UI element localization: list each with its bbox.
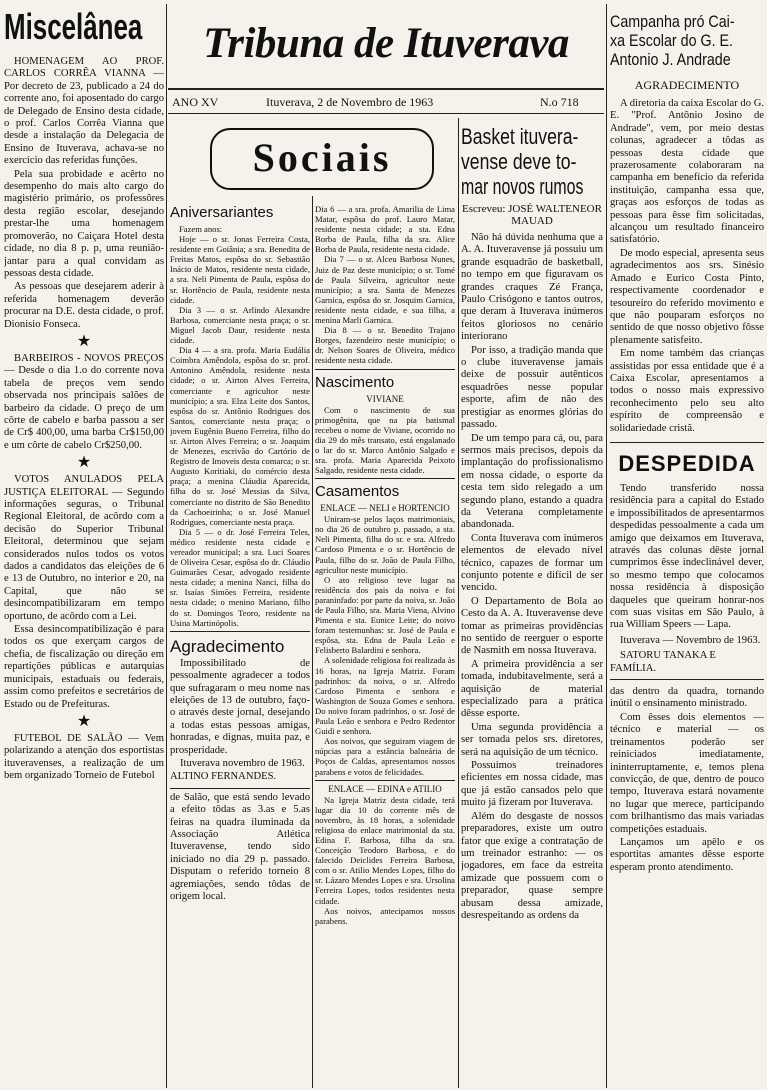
basket-title-line3: mar novos rumos — [461, 174, 584, 199]
miscelanea-homenagem-adesao: As pessoas que desejarem aderir à referida homenagem deverão procurar na D.E. desta cidade, o prof. Dionisio Fonseca. — [4, 281, 164, 330]
section-rule — [170, 788, 310, 789]
campanha-column — [610, 12, 764, 1088]
basket-p4: Conta Ituverava com inúmeros elementos de elevado nível técnico, capazes de formar um conjunto potente e difícil de ser vencido. — [461, 532, 603, 594]
casamento-edina-votos: Aos noivos, antecipamos nossos parabens. — [315, 905, 455, 926]
basket-byline: Escreveu: JOSÉ WALTENEOR MAUAD — [462, 203, 602, 227]
section-rule — [170, 631, 310, 632]
campanha-p1: A diretoria da caixa Escolar do G. E. "Prof. Antônio Josino de Andrade", vem, por meio destas colunas, agradecer a tôdas as pessoas desta cidade que prazerosamente colaboraram na campanha em benefício da referida instituição, campanha essa que, graças aos esforços de todas as pessoas para êsse fim solicitadas, alcançou um resultado financeiro satisfatório. — [610, 98, 764, 246]
agradecimento-date: Ituverava novembro de 1963. — [180, 758, 305, 769]
masthead-edition: ANO XV — [172, 95, 219, 109]
basket-p3: De um tempo para cá, ou, para sermos mais precisos, depois da implantação do profissionalismo em nossa cidade, o esporte da cesta tem sido relegado a um segundo plano, estando a quadra da Veterana completamente abandonada. — [461, 432, 603, 531]
campanha-title-line3: Antonio J. Andrade — [610, 50, 731, 69]
basket-column — [461, 124, 603, 1088]
sociais-column-1 — [170, 200, 310, 1088]
masthead-rule — [168, 88, 604, 90]
casamento-edina-heading: ENLACE — EDINA e ATILIO — [328, 783, 442, 794]
despedida-date: Ituverava — Novembro de 1963. — [620, 634, 761, 646]
campanha-p3: Em nome também das crianças assistidas por essa entidade que é a Caixa Escolar, apresentamos a todos o nosso mais expressivo reconhecimento pelo seu alto espírito de compreensão e solidariedade cristã. — [610, 348, 764, 434]
section-rule — [610, 442, 764, 443]
agradecimento-title: Agradecimento — [170, 636, 285, 656]
campanha-subtitle: AGRADECIMENTO — [634, 78, 740, 92]
basket-p9: Além do desgaste de nossos preparadores, existe um outro fator que exige a contratação de um treinador estranho: — os jogadores, em face da estreita amizade que possuem com o preparador, quase sempre abusam dessa amizade, desrespeitando as ordens da — [461, 810, 603, 921]
aniversariantes-dia8: Dia 8 — o sr. Benedito Trajano Borges, fazendeiro neste município; o dr. Nelson Soares de Oliveira, médico residente nesta cidade. — [315, 325, 455, 366]
basket-title-line1: Basket ituvera- — [461, 124, 579, 149]
column-rule — [166, 4, 167, 1088]
masthead-title: Tribuna de Ituverava — [203, 20, 569, 67]
basket-cont-p2: Com êsses dois elementos — técnico e material — os treinamentos poderão ser reiniciados imediatamente, ininterruptamente, e, temos plena convicção, de que, dentro de pouco tempo, Ituverava estará novamente no lugar que merece, participando com brilhantismo das mais variadas competições estaduais. — [610, 711, 764, 835]
section-rule — [610, 679, 764, 680]
miscelanea-votos-cont: Essa desincompatibilização é para todos os que exerçam cargos de chefia, de fiscalização ou direção em repartições públicas e autarquias municipais, estaduais ou federais, assim como prefeitos e secretários de Estado ou de Prefeituras. — [4, 624, 164, 710]
casamento-neli-ato: O ato religioso teve lugar na residência dos pais da noiva e foi paraninfado: por parte da noiva, sr. João de Paula Filho, sra. Maria Viena, Alvino Pimenta e sta. Eunice Leite; do noivo foram testemunhas: sr. José de Paula e espôsa, sta. Edna de Paula Leão e Felisberto Balardini e senhora. — [315, 574, 455, 656]
miscelanea-column — [4, 6, 164, 1088]
basket-cont-p3: Lançamos um apêlo e os esportitas amantes dêsse esporte esperam pronto atendimento. — [610, 836, 764, 873]
sociais-column-2 — [315, 204, 455, 1088]
basket-p1: Não há dúvida nenhuma que a A. A. Ituveravense já possuiu um grande esquadrão de basketball, no tempo em que figuravam os grandes craques Zé França, Paulo Crisógono e tantos outros, que deram à Ituverava inúmeros feitos gloriosos no cenário interiorano — [461, 232, 603, 343]
basket-cont-p1: das dentro da quadra, tornando inútil o ensinamento ministrado. — [610, 686, 764, 710]
miscelanea-title: Miscelânea — [4, 6, 143, 47]
nascimento-name: VIVIANE — [366, 393, 404, 404]
aniversariantes-dia3: Dia 3 — o sr. Arlindo Alexandre Barbosa, comerciante nesta praça; o sr. Miguel Jacob Daur, residente nesta cidade. — [170, 304, 310, 346]
masthead-issue: N.o 718 — [540, 95, 579, 109]
column-rule — [312, 196, 313, 1088]
sociais-banner-title: Sociais — [252, 135, 392, 180]
masthead-date: Ituverava, 2 de Novembro de 1963 — [266, 95, 434, 109]
miscelanea-votos: VOTOS ANULADOS PELA JUSTIÇA ELEITORAL — Segundo informações seguras, o Tribunal Regional Eleitoral, de acôrdo com a decisão do Superior Tribunal Eleitoral, determinou que sejam considerados nulos todos os votos dados a candidatos das eleições de 6 e 13 de Outubro, no interior e 20, na Capital, que não se desincompatibilizaram em tempo oportuno, de acôrdo com a Lei. — [4, 474, 164, 622]
basket-title-line2: vense deve to- — [461, 149, 577, 174]
casamento-neli-votos: Aos noivos, que seguiram viagem de núpcias para a estância balneária de Poços de Caldas, apresentamos nossos parabens e votos de felicidades. — [315, 736, 455, 777]
miscelanea-futebol: FUTEBOL DE SALÃO — Vem polarizando a atenção dos esportistas ituveravenses, a realização de um bem organizado Torneio de Futebol — [4, 732, 164, 782]
section-rule — [315, 780, 455, 781]
masthead-rule-bottom — [168, 113, 604, 114]
casamento-neli-text: Uniram-se pelos laços matrimoniais, no dia 26 de outubro p. passado, a sta. Neli Pimenta, filha do sr. e sra. Alfredo Cardoso Pimenta e o sr. Hortêncio de Paula, filho do sr. João de Paula Filho, agricultor neste município. — [315, 514, 455, 575]
campanha-headline — [610, 12, 764, 70]
column-rule — [458, 118, 459, 1088]
aniversariantes-hoje: Hoje — o sr. Jonas Ferreira Costa, residente em Goiânia; a sra. Benedita de Freitas Matos, espôsa do sr. Sebastião Inácio de Matos, residente nesta cidade, a sra. Neli Pimenta de Paula, espôsa do sr. Hortêncio de Paula, residente nesta cidade. — [170, 234, 310, 305]
campanha-title-line2: xa Escolar do G. E. — [610, 31, 734, 50]
casamento-neli-heading: ENLACE — NELI e HORTENCIO — [320, 503, 450, 514]
futebol-salao-cont: de Salão, que está sendo levado a efeito tôdas as 3.as e 5.as feiras na quadra iluminada da Associação Atlética Ituveravense, tendo sido iniciado no dia 29 p. passado. Disputam o referido torneio 8 agremiações, sendo tôdas de origem local. — [170, 791, 310, 903]
miscelanea-barbeiros: BARBEIROS - NOVOS PREÇOS — Desde o dia 1.o do corrente nova tabela de preços vem sendo observada nos principais salões de barbeiro da cidade. O preço de um côrte de cabelo e barba passou a ser de Cr$ 400,00, uma barba Cr$150,00 e um côrte de cabelo Cr$250,00. — [4, 352, 164, 451]
sociais-banner — [210, 128, 434, 190]
star-separator: ★ — [76, 454, 92, 472]
nascimento-title: Nascimento — [315, 373, 395, 391]
basket-p7: Uma segunda providência a ser tomada pelos srs. diretores, será na aquisição de um técnico. — [461, 721, 603, 758]
basket-p2: Por isso, a tradição manda que o clube ituveravense jamais deixe de possuir autênticos esquadrões nesse popular esporte, afim de não des prestigiar as enormes glórias do passado. — [461, 344, 603, 431]
miscelanea-homenagem-cont: Pela sua probidade e acêrto no desempenho do mais alto cargo do magistério primário, os professôres desta região escolar, desejando prestar-lhe uma homenagem promoverão, no Caiçara Hotel desta cidade, no dia 8 p. p, uma reunião-jantar para a qual convidam as pessoas desta cidade. — [4, 168, 164, 279]
aniversariantes-dia6: Dia 6 — a sra. profa. Amarilia de Lima Matar, espôsa do prof. Lauro Matar, residente nesta cidade; a sta. Edna Borba de Paula, filha da sra. Alice Borba de Paula, residente nesta cidade. — [315, 204, 455, 255]
campanha-title-line1: Campanha pró Cai- — [610, 12, 735, 31]
casamentos-title: Casamentos — [315, 483, 400, 501]
nascimento-text: Com o nascimento de sua primogênita, que na pia batismal recebeu o nome de Viviane, ocorrido no dia 29 do mês transato, está engalanado o lar do sr. Marco Antônio Salgado e sra. profa. Maria Aparecida Peixoto Salgado, residente nesta cidade. — [315, 404, 455, 476]
aniversariantes-dia5: Dia 5 — o dr. José Ferreira Teles, médico residente nesta cidade e vereador municipal; a sra. Luci Soares de Oliveira Cesar, espôsa do dr. Cláudio Guimarães Cesar, advogado residente nesta cidade; a menina Nanci, filha do sr. Isaías Simões Ferreira, residente nesta cidade; o menino Mariano, filho do sr. Domingos Teoro, residente na Usina Martinópolis. — [170, 526, 310, 628]
miscelanea-homenagem: HOMENAGEM AO PROF. CARLOS CORRÊA VIANNA — Por decreto de 23, publicado a 24 do corrente ano, foi aposentado do cargo de Delegado de Ensino desta cidade, o prof. Carlos Corrêa Vianna que desde a instalação da Delegacia de Ensino de Ituverava, achava-se no exercício das referidas funções. — [4, 56, 164, 167]
star-separator: ★ — [76, 332, 92, 350]
masthead-info-row — [168, 92, 604, 112]
section-rule — [315, 369, 455, 370]
despedida-text: Tendo transferido nossa residência para a capital do Estado e impossibilitados de apresentarmos despedidas pessoalmente a cada um amigo que deixamos em Ituverava, através das colunas dêste jornal cumprimos êsse indeclinável dever, so mesmo tempo que colocamos nossa residência à disposição daqueles que queiram honrar-nos com suas visitas em São Paulo, à rua William Speers — Lapa. — [610, 482, 764, 631]
despedida-title: DESPEDIDA — [618, 450, 756, 476]
casamento-edina-text: Na Igreja Matriz desta cidade, terá lugar dia 10 do corrente mês de novembro, às 18 horas, a solenidade religiosa do enlace matrimonial da sta. Edina F. Barbosa, filha da sra. Conceição Teodoro Barbosa, e do falecido Deiclides Ferreira Barbosa, com o sr. Atilio Mendes Lopes, filho do sr. Lázaro Mendes Lopes e sra. Ursolina Ferreira Lopes, todos residentes nesta cidade. — [315, 794, 455, 906]
aniversariantes-dia7: Dia 7 — o sr. Alceu Barbosa Nunes, Juiz de Paz deste município; o sr. Tomé de Paula Silveira, agricultor neste município; a sra. Santa de Menezes Garnica, espôsa do sr. Josquim Garnica, residente nesta cidade, e sua filha, a menina Marli Garnica. — [315, 254, 455, 326]
basket-p8: Possuimos treinadores eficientes em nossa cidade, mas que já estão cansados pelo que muito já fizeram por Ituverava. — [461, 760, 603, 809]
aniversariantes-title: Aniversariantes — [170, 204, 274, 221]
basket-p6: A primeira providência a ser tomada, indubitavelmente, será a aquisição de material especializado para a prática dêsse esporte. — [461, 658, 603, 720]
agradecimento-signature: ALTINO FERNANDES. — [170, 771, 277, 783]
section-rule — [315, 478, 455, 479]
star-separator: ★ — [76, 712, 92, 730]
column-rule — [606, 4, 607, 1088]
masthead — [168, 4, 604, 114]
campanha-p2: De modo especial, apresenta seus agradecimentos aos srs. Sinésio Amado e Eurico Costa Pinto, respectivamente coordenador e tesoureiro do referido movimento e que não pouparam esforços no sentido de que nosso objetivo fôsse plenamente satisfeito. — [610, 247, 764, 346]
basket-p5: O Departamento de Bola ao Cesto da A. A. Ituveravense deve tomar as primeiras providências no sentido de reerguer o esporte de Nasmith em nossa Ituverava. — [461, 595, 603, 657]
basket-headline — [461, 124, 603, 200]
despedida-signature: SATORU TANAKA E FAMÍLIA. — [610, 650, 716, 674]
aniversariantes-intro: Fazem anos: — [179, 224, 223, 234]
casamento-neli-religiosa: A solenidade religiosa foi realizada às 16 horas, na Igreja Matriz. Foram padrinhos: da noiva, o sr. Alfredo Cardoso Pimenta e senhora e Washington de Souza Gomes e senhora. Do noivo foram padrinhos, o sr. José de Paula Leão e senhora e Pedro Redentor Guidi e senhora. — [315, 655, 455, 737]
aniversariantes-dia4: Dia 4 — a sra. profa. Maria Eudália Coimbra Amêndola, espôsa do sr. prof. Antonino Amêndola, residente nesta cidade; o sr. Airton Alves Ferreira, comerciante e agricultor neste município; a sra. Elza Leite dos Santos, espôsa do sr. Antônio Rodrigues dos Santos, comerciante nesta praça; o jovem Eugênio Bueno Ferreira, filho do sr. Airton Alves Ferreira; o sr. Joaquim de Menezes, escrivão do Cartório de Registro de Imoveis desta comarca; o sr. Augusto Koritiaki, do comércio desta praça; a menina Cláudia Aparecida, filha do sr. José Messias da Silva, comerciante no distrito de São Benedito da Cachoeirinha; o sr. José Manuel Rodrigues, comerciante nesta praça. — [170, 345, 310, 527]
agradecimento-text: Impossibilitado de pessoalmente agradecer a todos que sufragaram o meu nome nas eleições de 13 de outubro, faço-o através deste jornal, desejando a todas estas pessoas amigas, honradas, e dignas, muita paz, e prosperidade. — [170, 657, 310, 756]
